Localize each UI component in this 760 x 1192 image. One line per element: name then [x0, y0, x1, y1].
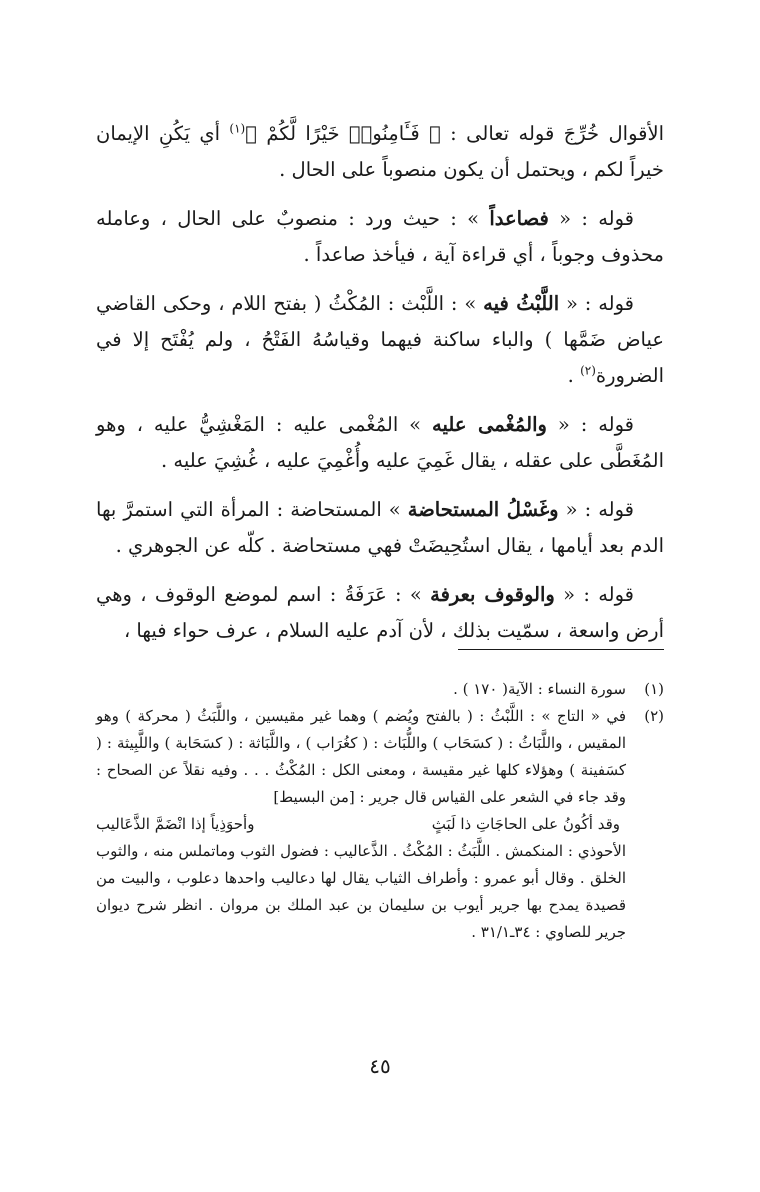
keyword: اللَّبْثُ فيه	[483, 292, 560, 315]
poetry-verse	[96, 811, 626, 838]
paragraph-6	[96, 577, 664, 649]
paragraph-4	[96, 407, 664, 479]
footnote-2	[96, 703, 664, 946]
text-run: قوله : «	[559, 292, 635, 315]
verse-second-hemistich: وأحوَذِياً إذا انْضَمَّ الذَّعَاليب	[96, 815, 255, 833]
page-number: ٤٥	[369, 1054, 391, 1078]
text-run: قوله : «	[546, 413, 634, 436]
paragraph-1	[96, 116, 664, 188]
text-run: قوله : «	[558, 498, 634, 521]
footnote-continuation: الأحوذي : المنكمش . اللَّبَثُ : المُكْثُ . الذَّعاليب : فضول الثوب وماتملس منه ، والثوب الخلق . وقال أبو عمرو : وأطراف الثياب يقال لها دعاليب واحدها دعلوب ، والبيت من قصيدة يمدح بها جرير أيوب بن سليمان بن عبد الملك بن مروان . انظر شرح ديوان جرير للصاوي : ٣٤ـ٣١/١ .	[96, 842, 626, 941]
text-run: » المستحاضة : المرأة التي استمرَّ بها الدم بعد أيامها ، يقال استُحِيضَتْ فهي مستحاضة . كلّه عن الجوهري .	[96, 498, 664, 557]
text-run: الأقوال خُرِّجَ قوله تعالى : ﴿ فَـَٔامِنُوا۟ خَيْرًا لَّكُمْ ﴾	[245, 122, 664, 145]
text-run: قوله : «	[548, 207, 635, 230]
text-run: » المُغْمى عليه : المَغْشِيُّ عليه ، وهو المُغَطَّى على عقله ، يقال غَمِيَ عليه وأُغْمِيَ عليه ، غُشِيَ عليه .	[96, 413, 664, 472]
text-run: » : حيث ورد : منصوبٌ على الحال ، وعامله محذوف وجوباً ، أي قراءة آية ، فيأخذ صاعداً .	[96, 207, 664, 266]
paragraph-3	[96, 286, 664, 394]
text-run: قوله : «	[554, 583, 634, 606]
footnote-text: سورة النساء : الآية( ١٧٠ ) .	[453, 680, 626, 698]
footnotes	[96, 676, 664, 946]
footnote-1	[96, 676, 664, 703]
keyword: والوقوف بعرفة	[430, 583, 555, 606]
text-run: .	[567, 364, 581, 387]
text-run: » : عَرَفَةُ : اسم لموضع الوقوف ، وهي أرض واسعة ، سمّيت بذلك ، لأن آدم عليه السلام ، عرف حواء فيها ،	[96, 583, 664, 642]
paragraph-2	[96, 201, 664, 273]
keyword: والمُغْمى عليه	[432, 413, 547, 436]
paragraph-5	[96, 492, 664, 564]
main-text	[96, 116, 664, 662]
keyword: وغَسْلُ المستحاضة	[407, 498, 559, 521]
text-run: أي يَكُنِ الإيمان خيراً لكم ، ويحتمل أن يكون منصوباً على الحال .	[96, 122, 664, 181]
footnote-divider	[458, 649, 664, 650]
footnote-number: (١)	[644, 680, 664, 698]
footnote-number: (٢)	[644, 707, 664, 725]
footnote-ref-2: (٢)	[580, 363, 596, 378]
footnote-body	[96, 703, 626, 946]
keyword: فصاعداً	[489, 207, 549, 230]
footnote-text: في « التاج » : اللَّبْثُ : ( بالفتح ويُضم ) وهما غير مقيسين ، واللَّبَثُ ( محركة ) وهو المقيس ، واللَّبَاثُ : ( كسَحَاب ) واللُّبَاث : ( كغُرَاب ) ، واللَّبَاثة : ( كسَحَابة ) واللَّبِيثة : ( كسَفينة ) وهؤلاء كلها غير مقيسة ، ومعنى الكل : المُكْثُ . . . وفيه نقلاً عن الصحاح : وقد جاء في الشعر على القياس قال جرير : [من البسيط]	[96, 707, 626, 806]
text-run: » : اللَّبْث : المُكْثُ ( بفتح اللام ، وحكى القاضي عياض ضَمَّها ) والباء ساكنة فيهما وقياسُهُ الفَتْحُ ، ولم يُفْتَح إلا في الضرورة	[96, 292, 664, 387]
footnote-ref-1: (١)	[229, 121, 246, 136]
verse-first-hemistich: وقد أكُونُ على الحاجَاتِ ذا لَبَثٍ	[431, 815, 620, 833]
